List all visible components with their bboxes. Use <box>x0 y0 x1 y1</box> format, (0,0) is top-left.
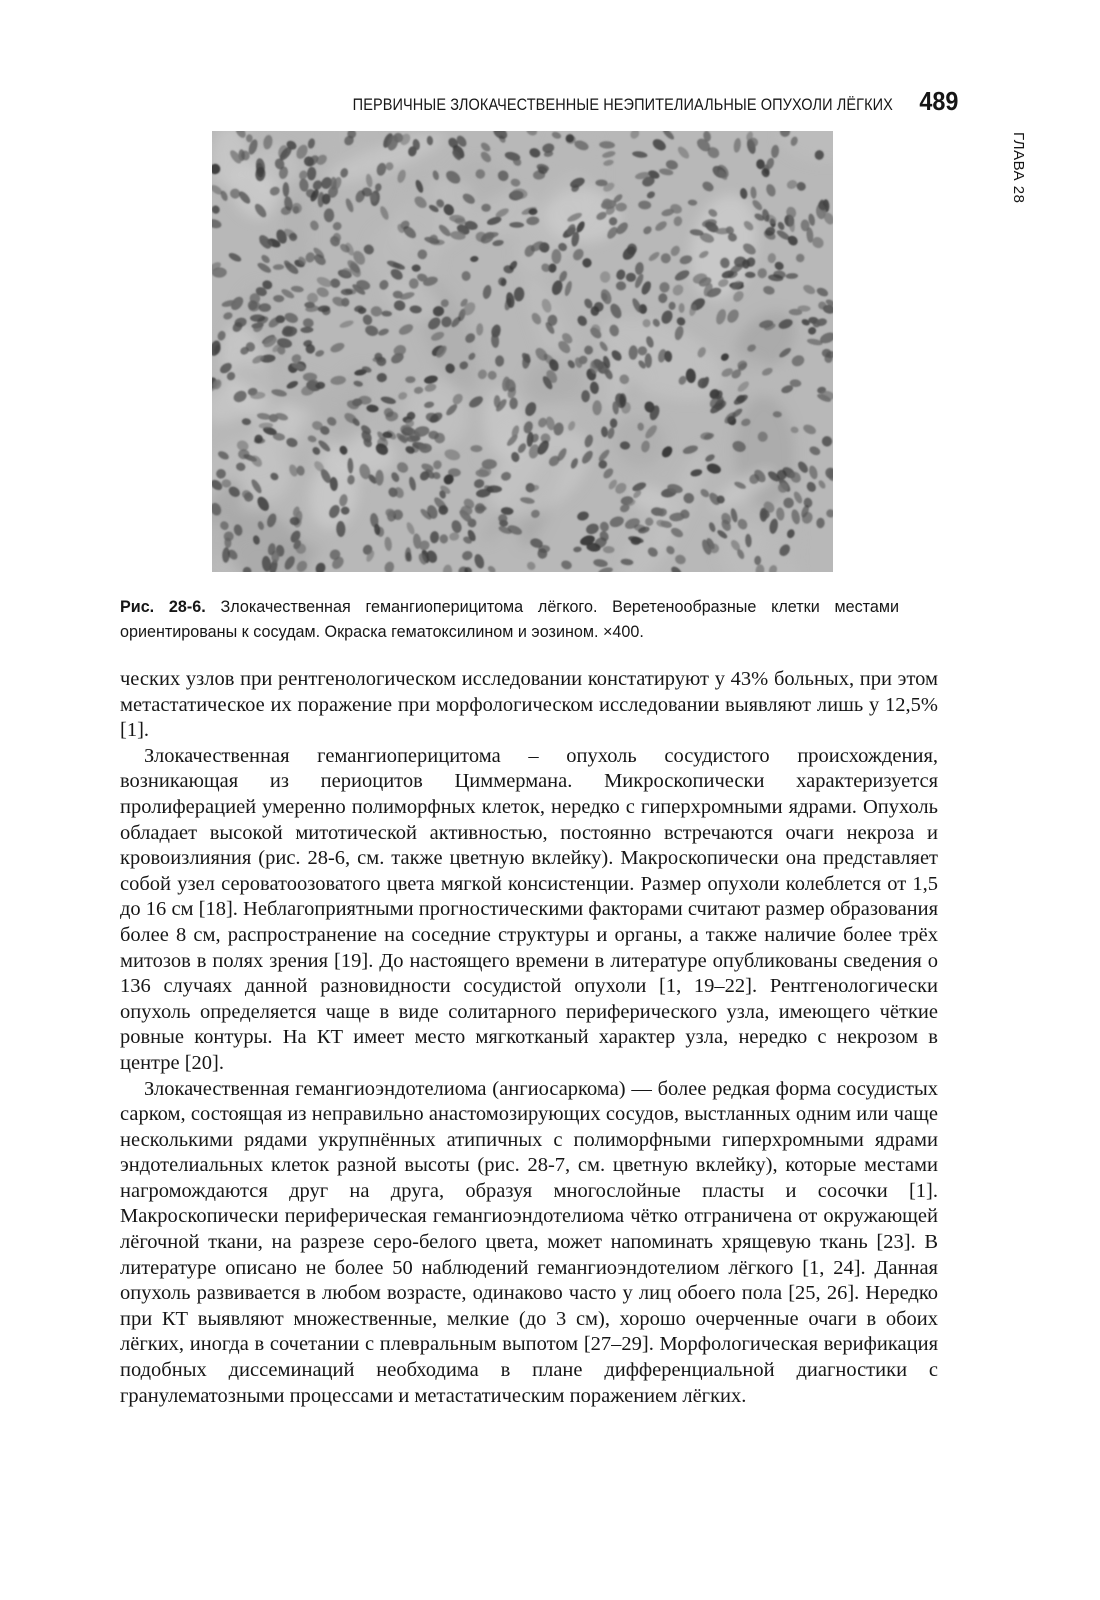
cell-nucleus <box>494 329 500 337</box>
figure-label: Рис. 28-6. <box>120 597 206 616</box>
paragraph: Злокачественная гемангиоперицитома – опухоль сосудистого происхождения, возникающая из периоцитов Циммермана. Микроскопически характеризуется пролиферацией умеренно полиморфных клеток, нередко с гиперхромными ядрами. Опухоль обладает высокой митотической активностью, постоянно встречаются очаги некроза и кровоизлияния (рис. 28-6, см. также цветную вклейку). Макроскопически она представляет собой узел сероватоозоватого цвета мягкой консистенции. Размер опухоли колеблется от 1,5 до 16 см [18]. Неблагоприятными прогностическими факторами считают размер образования более 8 см, распространение на соседние структуры и органы, а также наличие более трёх митозов в полях зрения [19]. До настоящего времени в литературе опубликованы сведения о 136 случаях данной разновидности сосудистой опухоли [1, 19–22]. Рентгенологически опухоль определяется чаще в виде солитарного периферического узла, имеющего чёткие ровные контуры. На КТ имеет место мягкотканый характер узла, нередко с некрозом в центре [20]. <box>120 744 938 1074</box>
body-text <box>120 667 938 1409</box>
running-head <box>120 86 958 117</box>
figure-caption-text: Злокачественная гемангиоперицитома лёгкого. Веретенообразные клетки местами ориентированы к сосудам. Окраска гематоксилином и эозином. ×400. <box>120 597 899 641</box>
paragraph: ческих узлов при рентгенологическом исследовании констатируют у 43% больных, при этом метастатическое их поражение при морфологическом исследовании выявляют лишь у 12,5% [1]. <box>120 668 938 742</box>
paragraph: Злокачественная гемангиоэндотелиома (ангиосаркома) — более редкая форма сосудистых сарком, состоящая из неправильно анастомозирующих сосудов, выстланных одним или чаще несколькими рядами укрупнённых атипичных с полиморфными гиперхромными ядрами эндотелиальных клеток разной высоты (рис. 28-7, см. цветную вклейку), которые местами нагромождаются друг на друга, образуя многослойные пласты и сосочки [1]. Макроскопически периферическая гемангиоэндотелиома чётко отграничена от окружающей лёгочной ткани, на разрезе серо-белого цвета, может напоминать хрящевую ткань [23]. В литературе описано не более 50 наблюдений гемангиоэндотелиом лёгкого [1, 24]. Данная опухоль развивается в любом возрасте, одинаково часто у лиц обоего пола [25, 26]. Нередко при КТ выявляют множественные, мелкие (до 3 см), хорошо очерченные очаги в обоих лёгких, иногда в сочетании с плевральным выпотом [27–29]. Морфологическая верификация подобных диссеминаций необходима в плане дифференциальной диагностики с гранулематозными процессами и метастатическим поражением лёгких. <box>120 1077 938 1407</box>
chapter-label: ГЛАВА 28 <box>1010 132 1027 204</box>
cell-nucleus <box>760 508 768 522</box>
figure-caption <box>120 594 899 644</box>
running-title: ПЕРВИЧНЫЕ ЗЛОКАЧЕСТВЕННЫЕ НЕЭПИТЕЛИАЛЬНЫЕ ОПУХОЛИ ЛЁГКИХ <box>352 96 893 114</box>
cell-nucleus <box>494 395 501 408</box>
micrograph-figure <box>212 131 833 572</box>
cell-nucleus <box>375 470 383 486</box>
micrograph-image <box>212 131 833 572</box>
cell-nucleus <box>679 303 685 313</box>
cell-nucleus <box>409 278 419 289</box>
cell-nucleus <box>250 314 265 321</box>
page-number: 489 <box>918 86 958 116</box>
chapter-tab <box>1010 132 1032 222</box>
cell-nucleus <box>581 390 590 402</box>
